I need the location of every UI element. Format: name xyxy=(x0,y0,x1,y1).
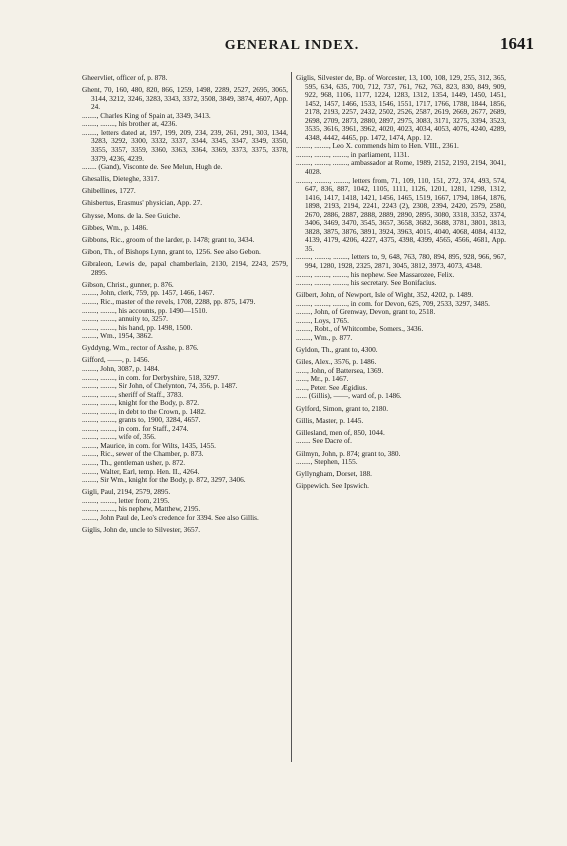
index-entry: ........, John Paul de, Leo's credence for 3394. See also Gillis. xyxy=(82,512,259,522)
index-entry: ........, John, 3087, p. 1484. xyxy=(82,363,160,373)
index-entry: Gilbert, John, of Newport, Isle of Wight, 352, 4202, p. 1489. xyxy=(296,290,474,300)
index-entry: ........, ........, ........, ambassador at Rome, 1989, 2152, 2193, 2194, 3041, 4028. xyxy=(296,158,506,177)
index-entry: Gyllyngham, Dorset, 188. xyxy=(296,469,373,479)
index-entry: ......, Mr., p. 1467. xyxy=(296,374,349,384)
index-entry: ........, ........, ........, in com. for Devon, 625, 709, 2533, 3297, 3485. xyxy=(296,298,490,308)
index-entry: ........, ........, ........, his nephew. See Massarozee, Felix. xyxy=(296,269,455,279)
index-entry: ........, ........, ........, letters to, 9, 648, 763, 780, 894, 895, 928, 966, 967, 994, 1280, 1928, 2325, 2871, 3045, 3812, 3973, 4073, 4348. xyxy=(296,252,506,271)
index-entry: ........, ........, his brother at, 4236. xyxy=(82,119,178,129)
index-entry: ........, ........, his accounts, pp. 1490—1510. xyxy=(82,305,208,315)
index-entry: Gylford, Simon, grant to, 2180. xyxy=(296,403,389,413)
index-entry: Gillis, Master, p. 1445. xyxy=(296,415,364,425)
index-entry: Gibraleon, Lewis de, papal chamberlain, 2130, 2194, 2243, 2579, 2895. xyxy=(82,259,288,277)
index-entry: ........, ........, Leo X. commends him to Hen. VIII., 2361. xyxy=(296,141,459,151)
index-entry: Ghesallis, Dieteghe, 3317. xyxy=(82,174,160,184)
index-entry: Ghibellines, 1727. xyxy=(82,186,136,196)
left-index-column xyxy=(82,74,288,535)
index-entry: Ghent, 70, 160, 480, 820, 866, 1259, 1498, 2289, 2527, 2695, 3065, 3144, 3212, 3246, 3283, 3343, 3372, 3508, 3849, 3874, 4607, App. 24. xyxy=(82,85,288,112)
index-entry: ........, ........, letter from, 2195. xyxy=(82,495,170,505)
index-entry: ........, Walter, Earl, temp. Hen. II., 4264. xyxy=(82,466,200,476)
index-entry: Gillesland, men of, 850, 1044. xyxy=(296,427,385,437)
index-entry: ........, ........, ........, his secretary. See Bonifacius. xyxy=(296,278,437,288)
index-entry: ........, Charles King of Spain at, 3349, 3413. xyxy=(82,110,211,120)
index-entry: ........, John, clerk, 759, pp. 1457, 1466, 1467. xyxy=(82,288,215,298)
index-entry: Giles, Alex., 3576, p. 1486. xyxy=(296,357,377,367)
index-entry: ........, ........, sheriff of Staff., 3783. xyxy=(82,389,184,399)
index-entry: ........, ........, in com. for Derbyshire, 518, 3297. xyxy=(82,372,220,382)
index-entry: ........, Sir Wm., knight for the Body, p. 872, 3297, 3406. xyxy=(82,475,246,485)
index-entry: ......, John, of Battersea, 1369. xyxy=(296,365,384,375)
right-index-column xyxy=(296,74,506,491)
index-entry: Gyldon, Th., grant to, 4300. xyxy=(296,345,378,355)
index-entry: ........, ........, ........, letters from, 71, 109, 110, 151, 272, 374, 493, 574, 647, 836, 887, 1042, 1105, 1111, 1126, 1201, 1281, 1298, 1312, 1416, 1417, 1418, 1421, 1456, 1465, 1519, 1667, 1794, 1864, 1876, 1898, 2193, 2194, 2241, 2243 (2), 2308, 2394, 2420, 2579, 2580, 2670, 2886, 2887, 2888, 2889, 2890, 2895, 3080, 3318, 3352, 3374, 3406, 3469, 3470, 3545, 3657, 3658, 3682, 3688, 3781, 3801, 3813, 3828, 3875, 3876, 3891, 3924, 3963, 4015, 4040, 4068, 4084, 4132, 4139, 4179, 4206, 4227, 4375, 4398, 4399, 4565, 4566, 4681, App. 35. xyxy=(296,175,506,253)
page-title: GENERAL INDEX. xyxy=(224,38,360,53)
index-entry: Gippewich. See Ipswich. xyxy=(296,481,369,491)
index-entry: Gilmyn, John, p. 874; grant to, 380. xyxy=(296,448,401,458)
index-entry: Gifford, ——, p. 1456. xyxy=(82,355,150,365)
index-entry: ........, Stephen, 1155. xyxy=(296,457,358,467)
index-entry: Gigli, Paul, 2194, 2579, 2895. xyxy=(82,487,171,497)
index-entry: Gibbons, Ric., groom of the larder, p. 1478; grant to, 3434. xyxy=(82,234,255,244)
index-entry: Ghisbertus, Erasmus' physician, App. 27. xyxy=(82,198,203,208)
index-entry: ........, Ric., master of the revels, 1708, 2288, pp. 875, 1479. xyxy=(82,296,256,306)
index-entry: ......, Peter. See Ægidius. xyxy=(296,382,368,392)
page-number: 1641 xyxy=(500,34,534,53)
index-entry: Gibson, Christ., gunner, p. 876. xyxy=(82,279,174,289)
index-entry: Gibbes, Wm., p. 1486. xyxy=(82,222,148,232)
index-entry: ........, ........, knight for the Body, p. 872. xyxy=(82,398,200,408)
index-entry: ........, Loys, 1765. xyxy=(296,315,349,325)
index-entry: ........, ........, his hand, pp. 1498, 1500. xyxy=(82,322,193,332)
index-entry: ........, Th., gentleman usher, p. 872. xyxy=(82,458,186,467)
index-entry: ........, ........, Sir John, of Chelynton, 74, 356, p. 1487. xyxy=(82,381,238,391)
index-entry: ........ (Gand), Visconte de. See Melun, Hugh de. xyxy=(82,162,223,172)
index-entry: Giglis, John de, uncle to Silvester, 3657. xyxy=(82,525,201,535)
index-entry: ...... (Gillis), ——, ward of, p. 1486. xyxy=(296,391,402,401)
column-divider xyxy=(291,72,292,762)
index-entry: ........, ........, ........, in parliament, 1131. xyxy=(296,149,410,159)
index-entry: ........, ........, annuity to, 3257. xyxy=(82,314,168,324)
index-entry: ........, Maurice, in com. for Wilts, 1435, 1455. xyxy=(82,440,216,450)
index-entry: ........, ........, in com. for Staff., 2474. xyxy=(82,423,189,433)
index-entry: ........, John, of Grenway, Devon, grant to, 2518. xyxy=(296,307,436,317)
index-entry: ........, Ric., sewer of the Chamber, p. 873. xyxy=(82,449,204,459)
index-entry: ........, letters dated at, 197, 199, 209, 234, 239, 261, 291, 303, 1344, 3283, 3292, 3300, 3332, 3337, 3344, 3345, 3347, 3349, 3350, 3355, 3357, 3359, 3360, 3363, 3364, 3369, 3373, 3375, 3378, 3379, 4236, 4239. xyxy=(82,127,288,163)
index-entry: ........, ........, grants to, 1900, 3284, 4657. xyxy=(82,415,201,425)
index-entry: ........, Robt., of Whitcombe, Somers., 3436. xyxy=(296,324,424,334)
running-header xyxy=(82,34,534,56)
index-entry: Ghysse, Mons. de la. See Guiche. xyxy=(82,210,181,220)
index-entry: ........ See Dacre of. xyxy=(296,436,352,446)
index-entry: Gyddyng, Wm., rector of Asshe, p. 876. xyxy=(82,343,199,353)
index-entry: Giglis, Silvester de, Bp. of Worcester, 13, 100, 108, 129, 255, 312, 365, 595, 634, 635, 700, 712, 737, 761, 762, 763, 823, 830, 849, 909, 922, 968, 1106, 1177, 1224, 1283, 1312, 1354, 1449, 1450, 1451, 1452, 1457, 1466, 1533, 1546, 1551, 1717, 1766, 1788, 1844, 1856, 2178, 2193, 2257, 2432, 2502, 2526, 2587, 2619, 2669, 2677, 2689, 2698, 2709, 2873, 2880, 2897, 2975, 3083, 3171, 3275, 3394, 3523, 3535, 3616, 3961, 3962, 4020, 4023, 4034, 4053, 4076, 4240, 4289, 4348, 4442, 4465, pp. 1472, 1474, App. 12. xyxy=(296,73,506,142)
index-entry: Gibon, Th., of Bishops Lynn, grant to, 1256. See also Gebon. xyxy=(82,247,261,257)
index-entry: ........, ........, wife of, 356. xyxy=(82,432,156,442)
index-entry: ........, Wm., 1954, 3862. xyxy=(82,331,153,341)
index-entry: Gheervliet, officer of, p. 878. xyxy=(82,73,168,82)
index-entry: ........, Wm., p. 877. xyxy=(296,333,353,342)
index-entry: ........, ........, in debt to the Crown, p. 1482. xyxy=(82,406,206,416)
index-entry: ........, ........, his nephew, Matthew, 2195. xyxy=(82,504,201,514)
